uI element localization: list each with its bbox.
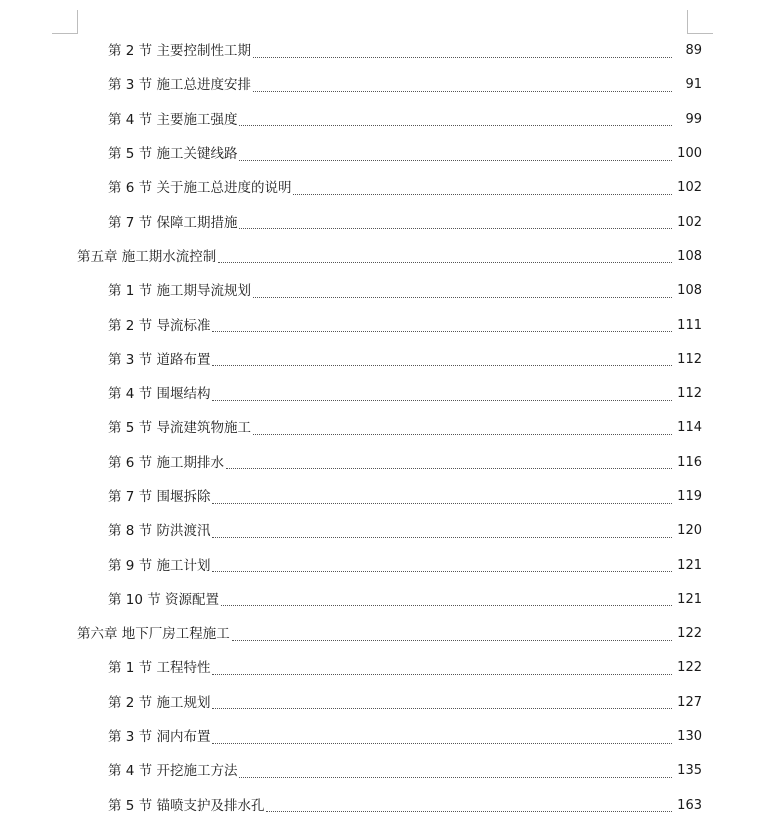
toc-leader [239, 228, 672, 229]
toc-entry[interactable] [0, 205, 780, 239]
toc-entry-label: 第 3 节 施工总进度安排 [108, 77, 251, 94]
toc-chapter-entry[interactable] [0, 240, 780, 274]
toc-page-number: 102 [677, 214, 702, 230]
toc-leader [221, 605, 672, 606]
toc-entry[interactable] [0, 68, 780, 102]
toc-entry-label: 第 7 节 围堰拆除 [108, 489, 211, 505]
toc-page-number: 91 [685, 77, 702, 93]
toc-page-number: 100 [677, 146, 702, 162]
toc-entry[interactable] [0, 103, 780, 137]
toc-entry[interactable] [0, 514, 780, 548]
toc-leader [253, 434, 672, 435]
toc-page-number: 116 [677, 454, 702, 470]
toc-entry-label: 第 10 节 资源配置 [108, 591, 220, 608]
toc-entry-label: 第六章 地下厂房工程施工 [77, 626, 230, 643]
toc-page-number: 163 [677, 797, 702, 813]
toc-page-number: 89 [685, 43, 702, 59]
toc-entry[interactable] [0, 480, 780, 514]
toc-entry[interactable] [0, 686, 780, 720]
toc-entry[interactable] [0, 137, 780, 171]
crop-mark-top-left [52, 10, 78, 34]
toc-entry-label: 第 7 节 保障工期措施 [108, 214, 238, 231]
toc-entry[interactable] [0, 411, 780, 445]
toc-page-number: 108 [677, 283, 702, 299]
toc-leader [239, 777, 672, 778]
toc-entry-label: 第 8 节 防洪渡汛 [108, 523, 211, 540]
toc-page-number: 99 [685, 111, 702, 127]
toc-entry[interactable] [0, 651, 780, 685]
toc-entry[interactable] [0, 34, 780, 68]
toc-entry-label: 第 4 节 围堰结构 [108, 386, 211, 403]
table-of-contents [0, 34, 780, 823]
toc-page-number: 122 [677, 626, 702, 642]
toc-page-number: 112 [677, 351, 702, 367]
toc-entry[interactable] [0, 754, 780, 788]
toc-entry-label: 第 3 节 洞内布置 [108, 729, 211, 746]
toc-chapter-entry[interactable] [0, 617, 780, 651]
toc-entry[interactable] [0, 274, 780, 308]
toc-leader [239, 125, 672, 126]
toc-page-number: 130 [677, 729, 702, 745]
toc-entry-label: 第 5 节 施工关键线路 [108, 146, 238, 163]
toc-entry-label: 第 5 节 锚喷支护及排水孔 [108, 797, 265, 814]
toc-leader [212, 571, 672, 572]
toc-page-number: 122 [677, 660, 702, 676]
toc-entry[interactable] [0, 720, 780, 754]
toc-page-number: 102 [677, 180, 702, 196]
toc-entry[interactable] [0, 171, 780, 205]
toc-entry[interactable] [0, 583, 780, 617]
toc-entry-label: 第 6 节 施工期排水 [108, 454, 224, 471]
toc-page-number: 121 [677, 591, 702, 607]
toc-leader [253, 57, 672, 58]
toc-entry-label: 第 2 节 主要控制性工期 [108, 43, 251, 60]
toc-leader [212, 537, 672, 538]
toc-leader [266, 811, 672, 812]
toc-leader [212, 708, 672, 709]
toc-entry[interactable] [0, 377, 780, 411]
toc-page-number: 111 [677, 317, 702, 333]
toc-page-number: 112 [677, 386, 702, 402]
toc-leader [218, 262, 672, 263]
toc-entry-label: 第 9 节 施工计划 [108, 557, 211, 574]
toc-leader [212, 400, 672, 401]
toc-leader [226, 468, 672, 469]
toc-leader [232, 640, 672, 641]
toc-leader [212, 331, 672, 332]
toc-entry-label: 第 1 节 工程特性 [108, 660, 211, 677]
toc-leader [293, 194, 672, 195]
toc-page-number: 135 [677, 763, 702, 779]
toc-leader [239, 160, 672, 161]
toc-entry-label: 第五章 施工期水流控制 [77, 248, 217, 265]
toc-entry-label: 第 4 节 开挖施工方法 [108, 763, 238, 780]
toc-leader [253, 297, 672, 298]
toc-leader [253, 91, 672, 92]
toc-leader [212, 674, 672, 675]
toc-entry[interactable] [0, 548, 780, 582]
toc-page-number: 119 [677, 489, 702, 504]
toc-entry[interactable] [0, 308, 780, 342]
toc-page-number: 121 [677, 557, 702, 573]
toc-entry-label: 第 2 节 施工规划 [108, 694, 211, 711]
toc-leader [212, 743, 672, 744]
crop-mark-top-right [687, 10, 713, 34]
toc-entry[interactable] [0, 446, 780, 480]
toc-entry-label: 第 6 节 关于施工总进度的说明 [108, 180, 292, 197]
toc-entry-label: 第 4 节 主要施工强度 [108, 111, 238, 128]
toc-entry[interactable] [0, 343, 780, 377]
toc-entry-label: 第 3 节 道路布置 [108, 351, 211, 368]
toc-leader [212, 503, 672, 504]
toc-page-number: 120 [677, 523, 702, 539]
toc-entry-label: 第 2 节 导流标准 [108, 317, 211, 334]
toc-leader [212, 365, 672, 366]
toc-page-number: 108 [677, 248, 702, 264]
toc-page-number: 127 [677, 694, 702, 710]
toc-entry-label: 第 1 节 施工期导流规划 [108, 283, 251, 300]
toc-page-number: 114 [677, 420, 702, 436]
toc-entry-label: 第 5 节 导流建筑物施工 [108, 420, 251, 437]
